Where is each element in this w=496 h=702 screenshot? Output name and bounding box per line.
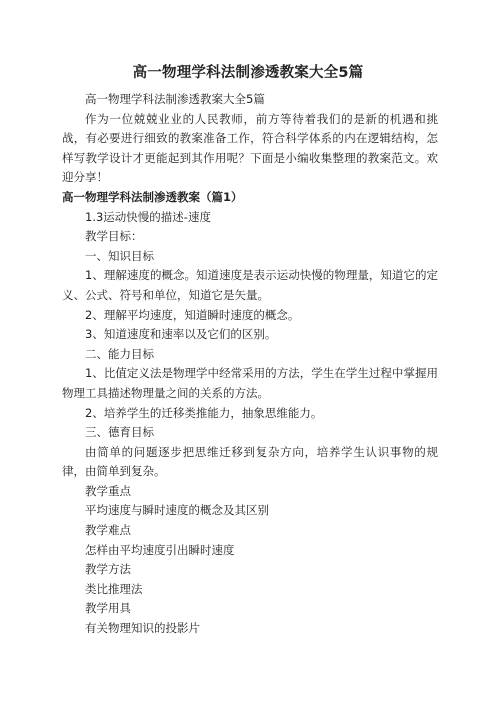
section-heading: 高一物理学科法制渗透教案（篇1） <box>62 189 243 204</box>
paragraph: 教学目标： <box>85 229 143 244</box>
paragraph: 教学重点 <box>85 483 131 498</box>
paragraph: 2、培养学生的迁移类推能力，抽象思维能力。 <box>85 405 323 420</box>
paragraph: 三、德育目标 <box>85 425 154 440</box>
paragraph: 平均速度与瞬时速度的概念及其区别 <box>85 503 269 518</box>
paragraph: 类比推理法 <box>85 581 143 596</box>
paragraph: 怎样由平均速度引出瞬时速度 <box>85 542 235 557</box>
paragraph: 教学用具 <box>85 601 131 616</box>
paragraph: 作为一位兢兢业业的人民教师，前方等待着我们的是新的机遇和挑战，有必要进行细致的教案准备工作，符合科学体系的内在逻辑结构，怎样写教学设计才更能起到其作用呢？下面是小编收集整理的教案范文。欢迎分享！ <box>62 111 438 185</box>
document-title: 高一物理学科法制渗透教案大全5篇 <box>132 65 364 81</box>
paragraph: 高一物理学科法制渗透教案大全5篇 <box>85 92 265 106</box>
paragraph: 有关物理知识的投影片 <box>85 621 200 636</box>
paragraph: 二、能力目标 <box>85 346 154 361</box>
paragraph: 1、理解速度的概念。知道速度是表示运动快慢的物理量，知道它的定义、公式、符号和单位，知道它是矢量。 <box>62 268 438 302</box>
paragraph: 1.3运动快慢的描述-速度 <box>85 209 211 224</box>
document-body <box>62 90 438 639</box>
paragraph: 一、知识目标 <box>85 248 154 263</box>
paragraph: 教学难点 <box>85 523 131 538</box>
paragraph: 由简单的问题逐步把思维迁移到复杂方向，培养学生认识事物的规律，由简单到复杂。 <box>62 444 438 479</box>
paragraph: 教学方法 <box>85 562 131 577</box>
paragraph: 3、知道速度和速率以及它们的区别。 <box>85 327 277 342</box>
paragraph: 2、理解平均速度，知道瞬时速度的概念。 <box>85 307 300 322</box>
paragraph: 1、比值定义法是物理学中经常采用的方法，学生在学生过程中掌握用物理工具描述物理量之间的关系的方法。 <box>62 366 438 400</box>
